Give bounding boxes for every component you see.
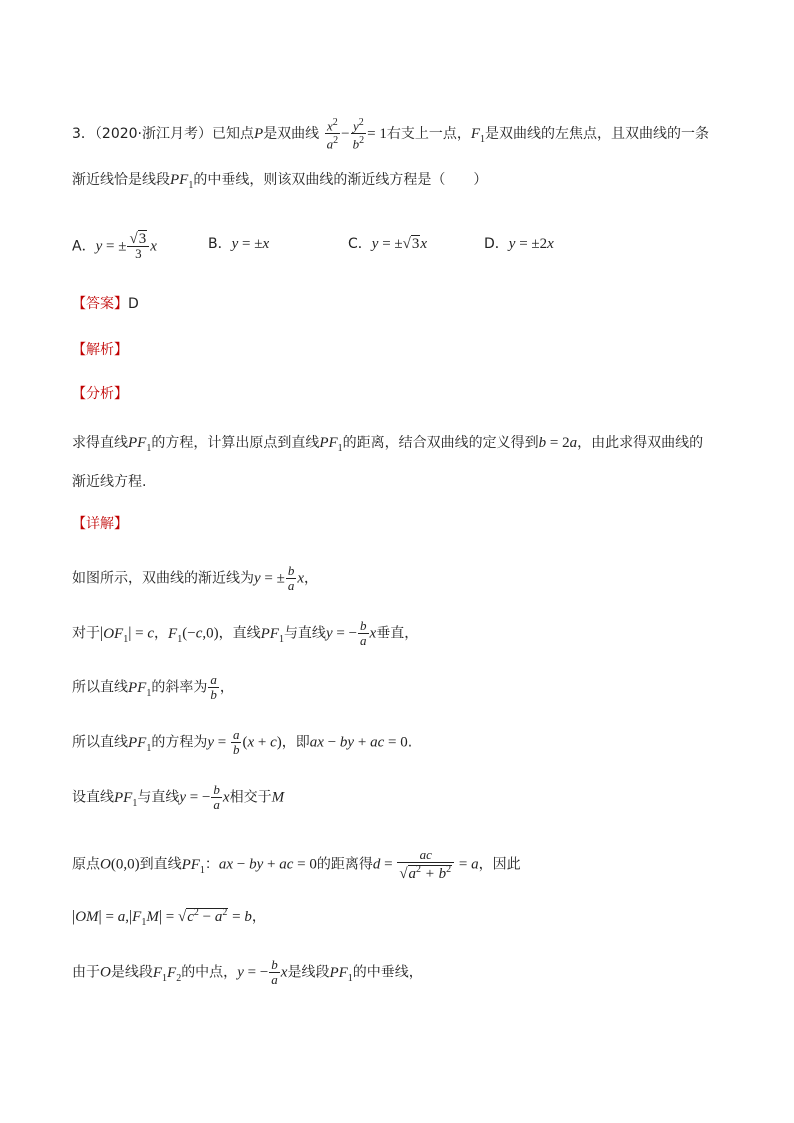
- fraction-x2-a2: $\frac{x^2}{a^2}$: [326, 117, 339, 152]
- option-b[interactable]: B．y = ±x: [208, 236, 270, 252]
- question-number: 3．: [72, 125, 95, 142]
- option-c[interactable]: C．y = ±√3x: [348, 236, 428, 252]
- detail-step-5: 设直线$PF_1$与直线y = − $\frac{b}{a}$ x相交于M: [72, 782, 285, 812]
- detail-label: 【详解】: [72, 516, 128, 532]
- question-line-1: 3．（2020·浙江月考）已知点P是双曲线 $\frac{x^2}{a^2}$ − $\frac{y^2}{b^2}$ = 1右支上一点，$F_1$是双曲线的左焦点，且双曲线的一条: [72, 117, 709, 152]
- question-line-2: 渐近线恰是线段$PF_1$的中垂线，则该双曲线的渐近线方程是（ ）: [72, 172, 488, 191]
- detail-step-2: 对于$|OF_1| = c$，$F_1(-c,0)$，直线$PF_1$与直线y = − $\frac{b}{a}$ x垂直，: [72, 618, 419, 648]
- question-source: （2020·浙江月考）: [94, 125, 213, 142]
- analysis-label: 【解析】: [72, 342, 128, 358]
- answer-value: D: [128, 296, 139, 312]
- detail-step-7: $|OM| = a,|F_1M| = √c^2 - a^2 = b$，: [72, 907, 266, 928]
- detail-step-6: 原点O(0,0)到直线$PF_1$：ax − by + ac = 0的距离得d = $\frac{ac}{√a^2 + b^2}$ = a，因此: [72, 847, 521, 882]
- option-a[interactable]: A．y = ± $\frac{√3}{3}$ x: [72, 231, 157, 261]
- detail-step-4: 所以直线$PF_1$的方程为y = $\frac{a}{b}$ (x + c)，即ax − by + ac = 0.: [72, 727, 413, 757]
- detail-step-8: 由于O是线段$F_1F_2$的中点，y = − $\frac{b}{a}$ x是线段$PF_1$的中垂线，: [72, 957, 423, 987]
- detail-step-3: 所以直线$PF_1$的斜率为 $\frac{a}{b}$ ，: [72, 672, 234, 702]
- fenxi-line-1: 求得直线$PF_1$的方程，计算出原点到直线$PF_1$的距离，结合双曲线的定义得到b = 2a，由此求得双曲线的: [72, 435, 704, 454]
- fraction-y2-b2: $\frac{y^2}{b^2}$: [352, 117, 365, 152]
- option-d[interactable]: D．y = ±2x: [484, 236, 554, 252]
- fenxi-label: 【分析】: [72, 386, 128, 402]
- answer-label: 【答案】: [72, 296, 128, 312]
- detail-step-1: 如图所示，双曲线的渐近线为y = ± $\frac{b}{a}$ x，: [72, 563, 319, 593]
- fenxi-line-2: 渐近线方程.: [72, 474, 147, 490]
- options-row: [72, 232, 672, 262]
- answer-line: [72, 294, 139, 314]
